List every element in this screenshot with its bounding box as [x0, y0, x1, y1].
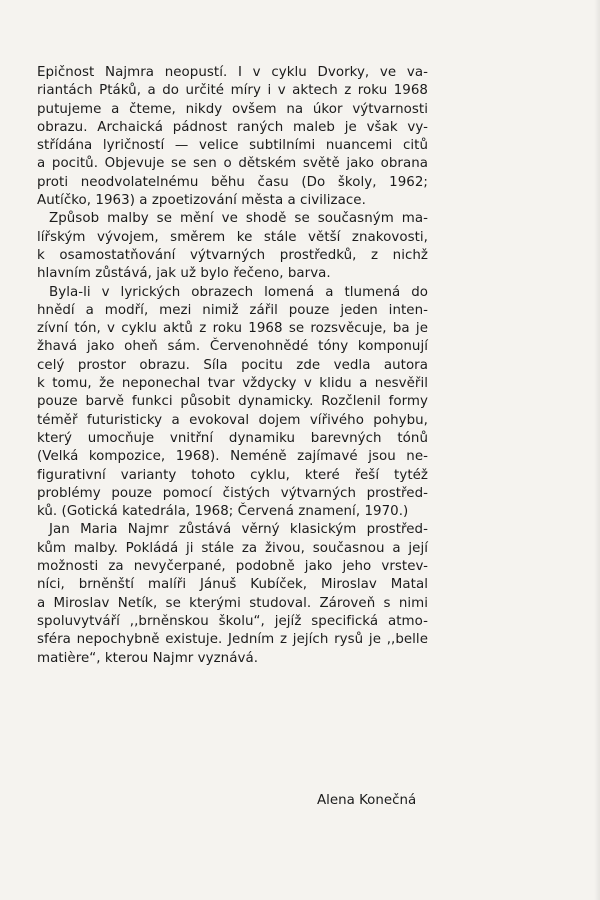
- text-line: Byla-li v lyrických obrazech lomená a tlumená do: [49, 284, 428, 300]
- text-line: ků. (Gotická katedrála, 1968; Červená znamení, 1970.): [37, 504, 409, 520]
- text-line: kům malby. Pokládá ji stále za živou, současnou a její: [37, 540, 428, 556]
- text-line: figurativní varianty tohoto cyklu, které řeší tytéž: [37, 467, 428, 483]
- text-line: obrazu. Archaická pádnost raných maleb je však vy-: [37, 119, 428, 135]
- paragraph: [37, 284, 428, 522]
- text-line: Epičnost Najmra neopustí. I v cyklu Dvorky, ve va-: [37, 65, 428, 80]
- text-line: (Velká kompozice, 1968). Neméně zajímavé jsou ne-: [37, 449, 428, 465]
- text-line: a pocitů. Objevuje se sen o dětském světě jako obrana: [37, 156, 428, 172]
- text-line: Autíčko, 1963) a zpoetizování města a civilizace.: [37, 193, 366, 209]
- text-line: celý prostor obrazu. Síla pocitu zde vedla autora: [37, 357, 428, 373]
- text-line: riantách Ptáků, a do určité míry i v aktech z roku 1968: [37, 83, 428, 99]
- text-line: střídána lyričností — velice subtilními nuancemi citů: [37, 138, 428, 154]
- text-line: proti neodvolatelnému běhu času (Do školy, 1962;: [37, 174, 428, 190]
- text-line: žhavá jako oheň sám. Červenohnědé tóny komponují: [37, 339, 428, 355]
- text-line: pouze barvě funkci působit dynamicky. Rozčlenil formy: [37, 394, 428, 410]
- text-line: téměř futuristicky a evokoval dojem vířivého pohybu,: [37, 412, 428, 428]
- text-line: hlavním zůstává, jak už bylo řečeno, barva.: [37, 266, 331, 282]
- page-edge: [594, 0, 600, 900]
- text-line: putujeme a čteme, nikdy ovšem na úkor výtvarnosti: [37, 101, 428, 117]
- text-line: lířským vývojem, směrem ke stále větší znakovosti,: [37, 229, 428, 245]
- paragraph: [37, 210, 428, 283]
- text-line: hnědí a modří, mezi nimiž zářil pouze jeden inten-: [37, 302, 428, 318]
- text-line: a Miroslav Netík, se kterými studoval. Zároveň s nimi: [37, 595, 428, 611]
- paragraph: [37, 521, 428, 667]
- text-line: který umocňuje vnitřní dynamiku barevných tónů: [37, 430, 428, 446]
- text-line: k osamostatňování výtvarných prostředků, z nichž: [37, 247, 428, 263]
- text-line: zívní tón, v cyklu aktů z roku 1968 se rozsvěcuje, ba je: [37, 321, 428, 337]
- essay-text: [37, 64, 428, 668]
- text-line: Jan Maria Najmr zůstává věrný klasickým prostřed-: [49, 522, 428, 538]
- text-line: k tomu, že neponechal tvar vždycky v klidu a nesvěřil: [37, 376, 428, 392]
- text-line: matière“, kterou Najmr vyznává.: [37, 650, 259, 666]
- paragraph: [37, 64, 428, 210]
- text-line: Způsob malby se mění ve shodě se současným ma-: [49, 211, 428, 227]
- text-line: spoluvytváří ,,brněnskou školu“, jejíž specifická atmo-: [37, 613, 428, 629]
- text-line: problémy pouze pomocí čistých výtvarných prostřed-: [37, 485, 428, 501]
- text-line: možnosti za nevyčerpané, podobně jako jeho vrstev-: [37, 559, 428, 575]
- author-signature: Alena Konečná: [317, 793, 417, 808]
- text-line: níci, brněnští malíři Jánuš Kubíček, Miroslav Matal: [37, 577, 428, 593]
- text-line: sféra nepochybně existuje. Jedním z jejích rysů je ,,belle: [37, 632, 428, 648]
